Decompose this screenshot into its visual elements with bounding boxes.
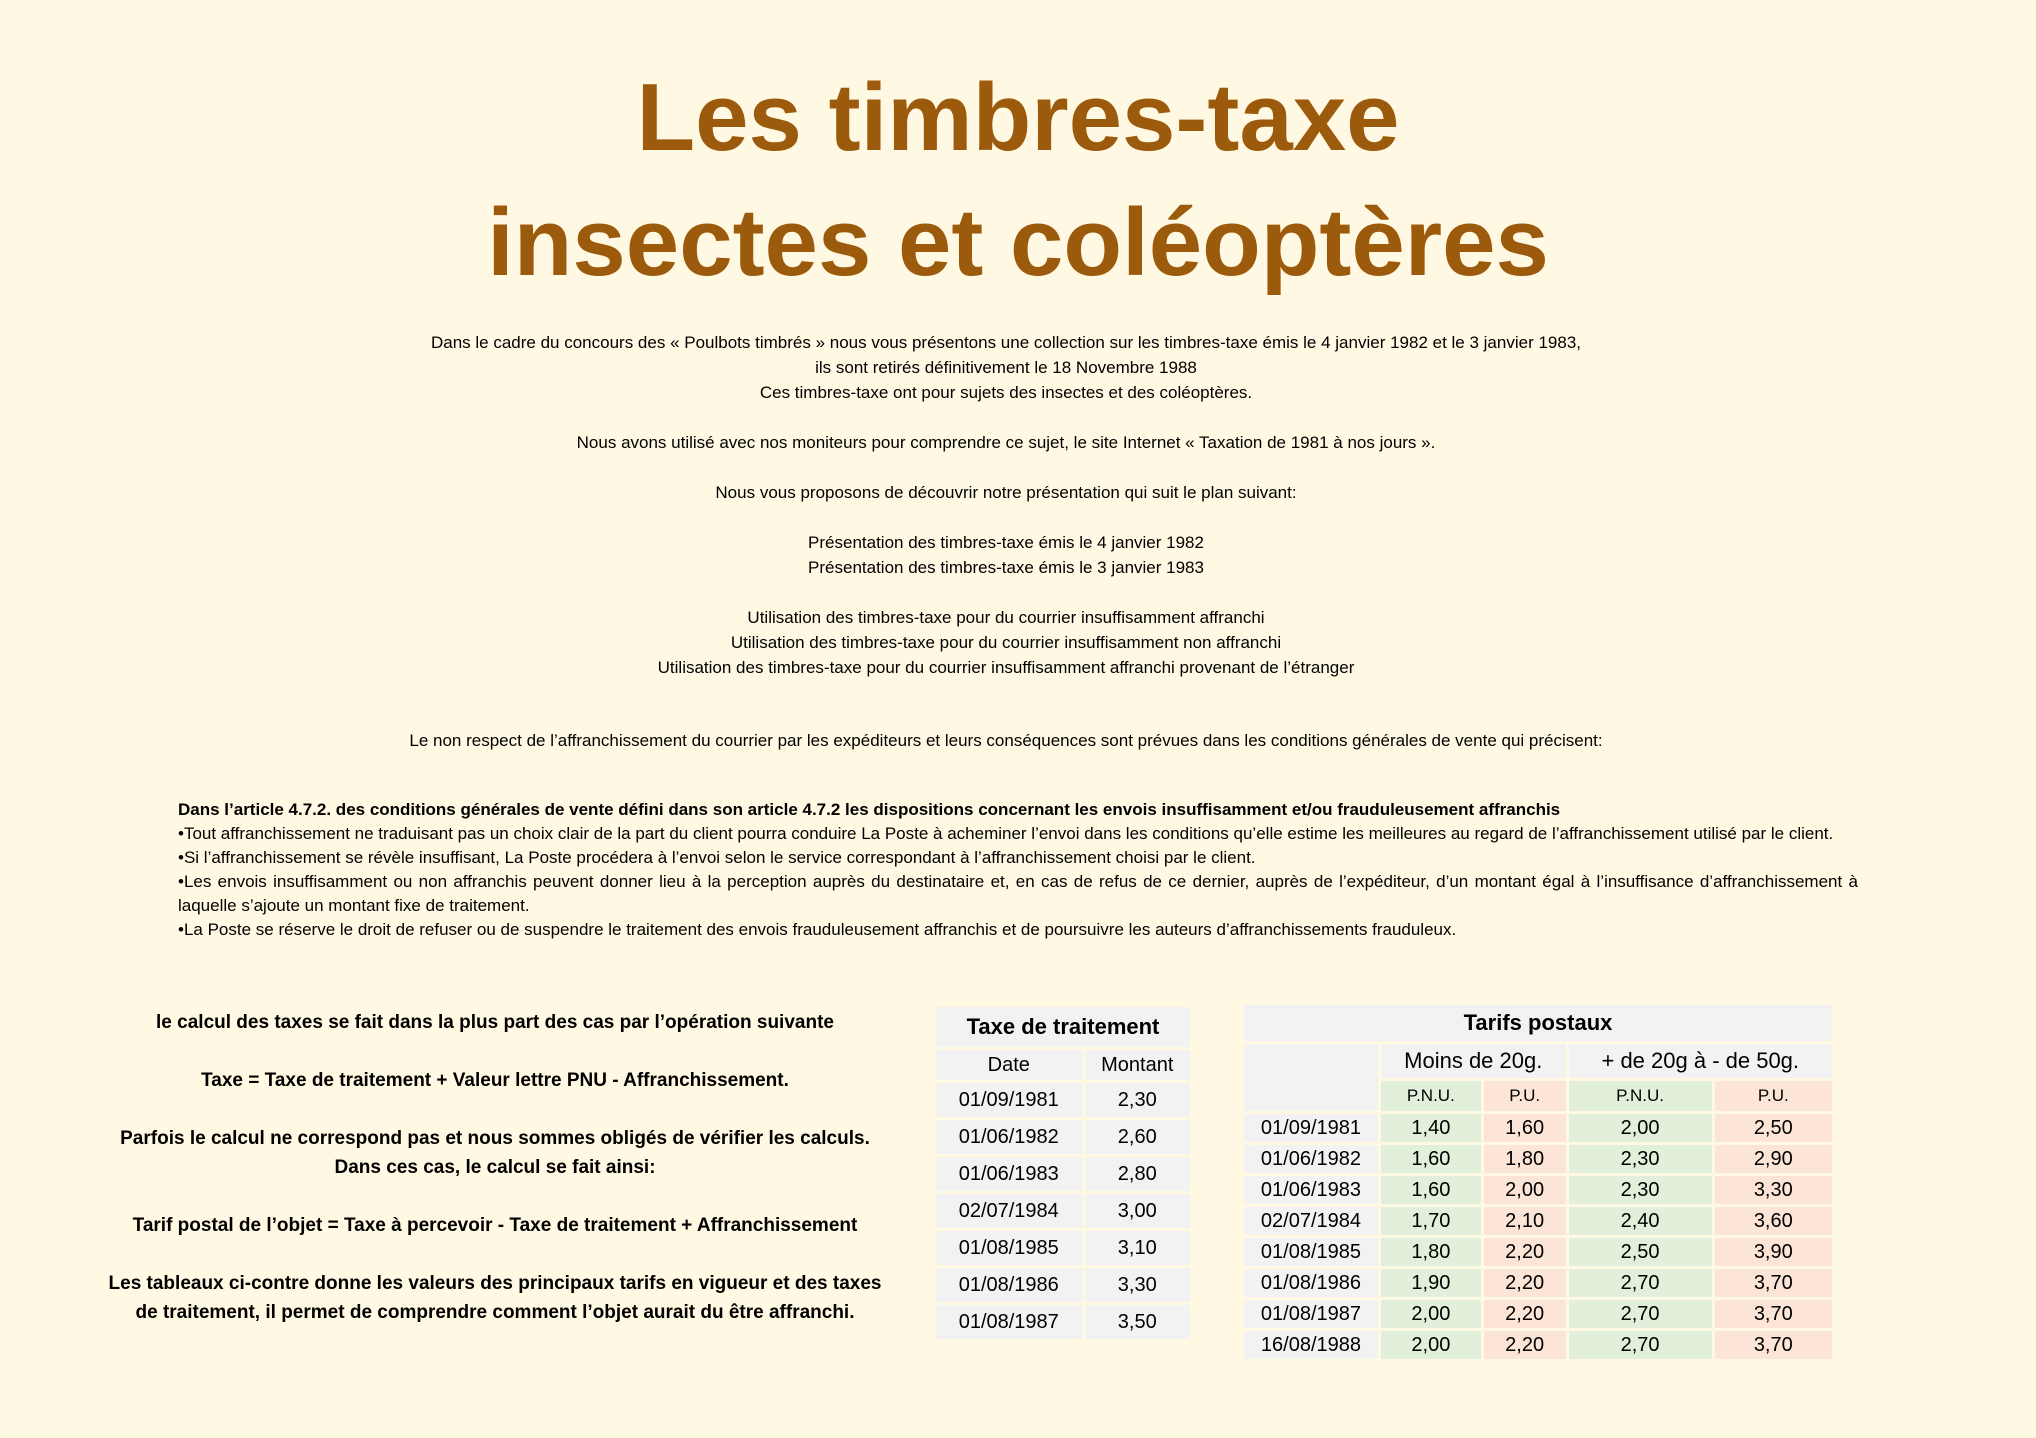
calc-line: Les tableaux ci-contre donne les valeurs des principaux tarifs en vigueur et des taxes xyxy=(108,1273,882,1294)
group-header: + de 20g à - de 50g. xyxy=(1567,1043,1833,1080)
tarif-cell: 2,50 xyxy=(1713,1113,1833,1144)
tarif-cell: 3,30 xyxy=(1713,1175,1833,1206)
plan-item: Présentation des timbres-taxe émis le 4 janvier 1982 xyxy=(808,533,1204,552)
tarif-cell: 2,20 xyxy=(1482,1268,1567,1299)
calc-line: de traitement, il permet de comprendre comment l’objet aurait du être affranchi. xyxy=(135,1302,855,1323)
table-row xyxy=(1243,1206,1834,1237)
table-row xyxy=(935,1230,1192,1267)
plan-item: Présentation des timbres-taxe émis le 3 janvier 1983 xyxy=(808,558,1204,577)
date-cell: 01/08/1986 xyxy=(1243,1268,1380,1299)
column-header: P.U. xyxy=(1713,1080,1833,1113)
tarif-cell: 2,70 xyxy=(1567,1330,1713,1361)
intro-line: Nous vous proposons de découvrir notre présentation qui suit le plan suivant: xyxy=(715,483,1297,502)
tarif-cell: 1,40 xyxy=(1379,1113,1482,1144)
amount-cell: 2,80 xyxy=(1083,1156,1191,1193)
article-heading: Dans l’article 4.7.2. des conditions générales de vente défini dans son article 4.7.2 les dispositions concernant les envois insuffisamment et/ou frauduleusement affranchis xyxy=(178,800,1561,819)
plan-item: Utilisation des timbres-taxe pour du courrier insuffisamment affranchi xyxy=(747,608,1265,627)
date-cell: 16/08/1988 xyxy=(1243,1330,1380,1361)
date-cell: 01/08/1985 xyxy=(1243,1237,1380,1268)
date-cell: 01/06/1983 xyxy=(1243,1175,1380,1206)
tarifs-postaux-table xyxy=(1241,1002,1835,1362)
tarif-cell: 2,00 xyxy=(1379,1330,1482,1361)
intro-line: Dans le cadre du concours des « Poulbots timbrés » nous vous présentons une collection sur les timbres-taxe émis le 4 janvier 1982 et le 3 janvier 1983, xyxy=(430,333,1581,352)
article-bullet: •La Poste se réserve le droit de refuser ou de suspendre le traitement des envois frauduleusement affranchis et de poursuivre les auteurs d’affranchissements frauduleux. xyxy=(178,920,1457,939)
date-cell: 01/06/1982 xyxy=(935,1119,1084,1156)
column-header: P.U. xyxy=(1482,1080,1567,1113)
tarif-cell: 2,00 xyxy=(1379,1299,1482,1330)
article-bullet: •Tout affranchissement ne traduisant pas un choix clair de la part du client pourra conduire La Poste à acheminer l’envoi dans les conditions qu’elle estime les meilleures au regard de l’affranchissement utilisé par le client. xyxy=(178,824,1834,843)
tarif-cell: 1,80 xyxy=(1482,1144,1567,1175)
empty-header xyxy=(1243,1043,1380,1113)
date-cell: 01/08/1985 xyxy=(935,1230,1084,1267)
table-row xyxy=(935,1119,1192,1156)
tarif-cell: 2,00 xyxy=(1567,1113,1713,1144)
tarif-cell: 2,90 xyxy=(1713,1144,1833,1175)
table-row xyxy=(1243,1299,1834,1330)
amount-cell: 3,50 xyxy=(1083,1304,1191,1341)
tarif-cell: 2,30 xyxy=(1567,1175,1713,1206)
tarif-cell: 1,60 xyxy=(1379,1144,1482,1175)
column-header: P.N.U. xyxy=(1379,1080,1482,1113)
tarif-cell: 2,10 xyxy=(1482,1206,1567,1237)
amount-cell: 2,60 xyxy=(1083,1119,1191,1156)
date-cell: 01/08/1987 xyxy=(1243,1299,1380,1330)
column-header: P.N.U. xyxy=(1567,1080,1713,1113)
article-bullet: •Les envois insuffisamment ou non affranchis peuvent donner lieu à la perception auprès du destinataire et, en cas de refus de ce dernier, auprès de l’expéditeur, d’un montant égal à l’insuffisance d’affranchissement à laquelle s’ajoute un montant fixe de traitement. xyxy=(178,872,1858,915)
table-row xyxy=(1243,1268,1834,1299)
amount-cell: 2,30 xyxy=(1083,1082,1191,1119)
plan-item: Utilisation des timbres-taxe pour du courrier insuffisamment affranchi provenant de l’étranger xyxy=(657,658,1355,677)
tarif-cell: 1,70 xyxy=(1379,1206,1482,1237)
tarif-cell: 3,70 xyxy=(1713,1268,1833,1299)
page-title-line1: Les timbres-taxe xyxy=(636,64,1400,171)
table-row xyxy=(1243,1113,1834,1144)
amount-cell: 3,30 xyxy=(1083,1267,1191,1304)
tarif-cell: 2,20 xyxy=(1482,1237,1567,1268)
date-cell: 02/07/1984 xyxy=(935,1193,1084,1230)
tarif-cell: 2,20 xyxy=(1482,1330,1567,1361)
plan-item: Utilisation des timbres-taxe pour du courrier insuffisamment non affranchi xyxy=(730,633,1282,652)
tarif-cell: 3,60 xyxy=(1713,1206,1833,1237)
tarif-cell: 3,70 xyxy=(1713,1299,1833,1330)
intro-text xyxy=(200,330,1812,753)
table-row xyxy=(1243,1175,1834,1206)
table-row xyxy=(935,1082,1192,1119)
tarif-cell: 2,00 xyxy=(1482,1175,1567,1206)
tarif-cell: 3,90 xyxy=(1713,1237,1833,1268)
tarif-cell: 1,60 xyxy=(1379,1175,1482,1206)
tarif-cell: 1,60 xyxy=(1482,1113,1567,1144)
calc-formula: Taxe = Taxe de traitement + Valeur lettre PNU - Affranchissement. xyxy=(201,1070,789,1091)
date-cell: 01/09/1981 xyxy=(1243,1113,1380,1144)
table-row xyxy=(935,1193,1192,1230)
table-row xyxy=(935,1156,1192,1193)
date-cell: 02/07/1984 xyxy=(1243,1206,1380,1237)
page-title-line2: insectes et coléoptères xyxy=(487,189,1549,296)
amount-cell: 3,10 xyxy=(1083,1230,1191,1267)
table-row xyxy=(1243,1330,1834,1361)
date-cell: 01/08/1986 xyxy=(935,1267,1084,1304)
table-title: Tarifs postaux xyxy=(1243,1004,1834,1043)
tarif-cell: 2,20 xyxy=(1482,1299,1567,1330)
tarif-cell: 1,80 xyxy=(1379,1237,1482,1268)
intro-line: Ces timbres-taxe ont pour sujets des insectes et des coléoptères. xyxy=(759,383,1253,402)
table-title: Taxe de traitement xyxy=(935,1006,1192,1049)
taxe-traitement-table xyxy=(933,1004,1193,1342)
calc-line: le calcul des taxes se fait dans la plus part des cas par l’opération suivante xyxy=(156,1012,834,1033)
calc-explanation xyxy=(60,1008,930,1327)
date-cell: 01/06/1983 xyxy=(935,1156,1084,1193)
tarif-cell: 2,50 xyxy=(1567,1237,1713,1268)
table-row xyxy=(935,1267,1192,1304)
table-row xyxy=(1243,1144,1834,1175)
column-header: Date xyxy=(935,1049,1084,1082)
article-bullet: •Si l’affranchissement se révèle insuffisant, La Poste procédera à l’envoi selon le service correspondant à l’affranchissement choisi par le client. xyxy=(178,848,1256,867)
tarif-cell: 1,90 xyxy=(1379,1268,1482,1299)
intro-line: ils sont retirés définitivement le 18 Novembre 1988 xyxy=(815,358,1197,377)
calc-line: Parfois le calcul ne correspond pas et nous sommes obligés de vérifier les calculs. xyxy=(120,1128,870,1149)
article-conditions xyxy=(178,798,1858,942)
date-cell: 01/06/1982 xyxy=(1243,1144,1380,1175)
date-cell: 01/09/1981 xyxy=(935,1082,1084,1119)
amount-cell: 3,00 xyxy=(1083,1193,1191,1230)
table-row xyxy=(1243,1237,1834,1268)
tarif-cell: 2,30 xyxy=(1567,1144,1713,1175)
tarif-cell: 2,40 xyxy=(1567,1206,1713,1237)
calc-line: Dans ces cas, le calcul se fait ainsi: xyxy=(334,1157,656,1178)
group-header: Moins de 20g. xyxy=(1379,1043,1567,1080)
tarif-cell: 2,70 xyxy=(1567,1299,1713,1330)
calc-formula: Tarif postal de l’objet = Taxe à percevoir - Taxe de traitement + Affranchissement xyxy=(132,1215,858,1236)
intro-line: Le non respect de l’affranchissement du courrier par les expéditeurs et leurs conséquences sont prévues dans les conditions générales de vente qui précisent: xyxy=(409,731,1603,750)
tarif-cell: 2,70 xyxy=(1567,1268,1713,1299)
tarif-cell: 3,70 xyxy=(1713,1330,1833,1361)
intro-line: Nous avons utilisé avec nos moniteurs pour comprendre ce sujet, le site Internet « Taxation de 1981 à nos jours ». xyxy=(576,433,1436,452)
date-cell: 01/08/1987 xyxy=(935,1304,1084,1341)
column-header: Montant xyxy=(1083,1049,1191,1082)
table-row xyxy=(935,1304,1192,1341)
